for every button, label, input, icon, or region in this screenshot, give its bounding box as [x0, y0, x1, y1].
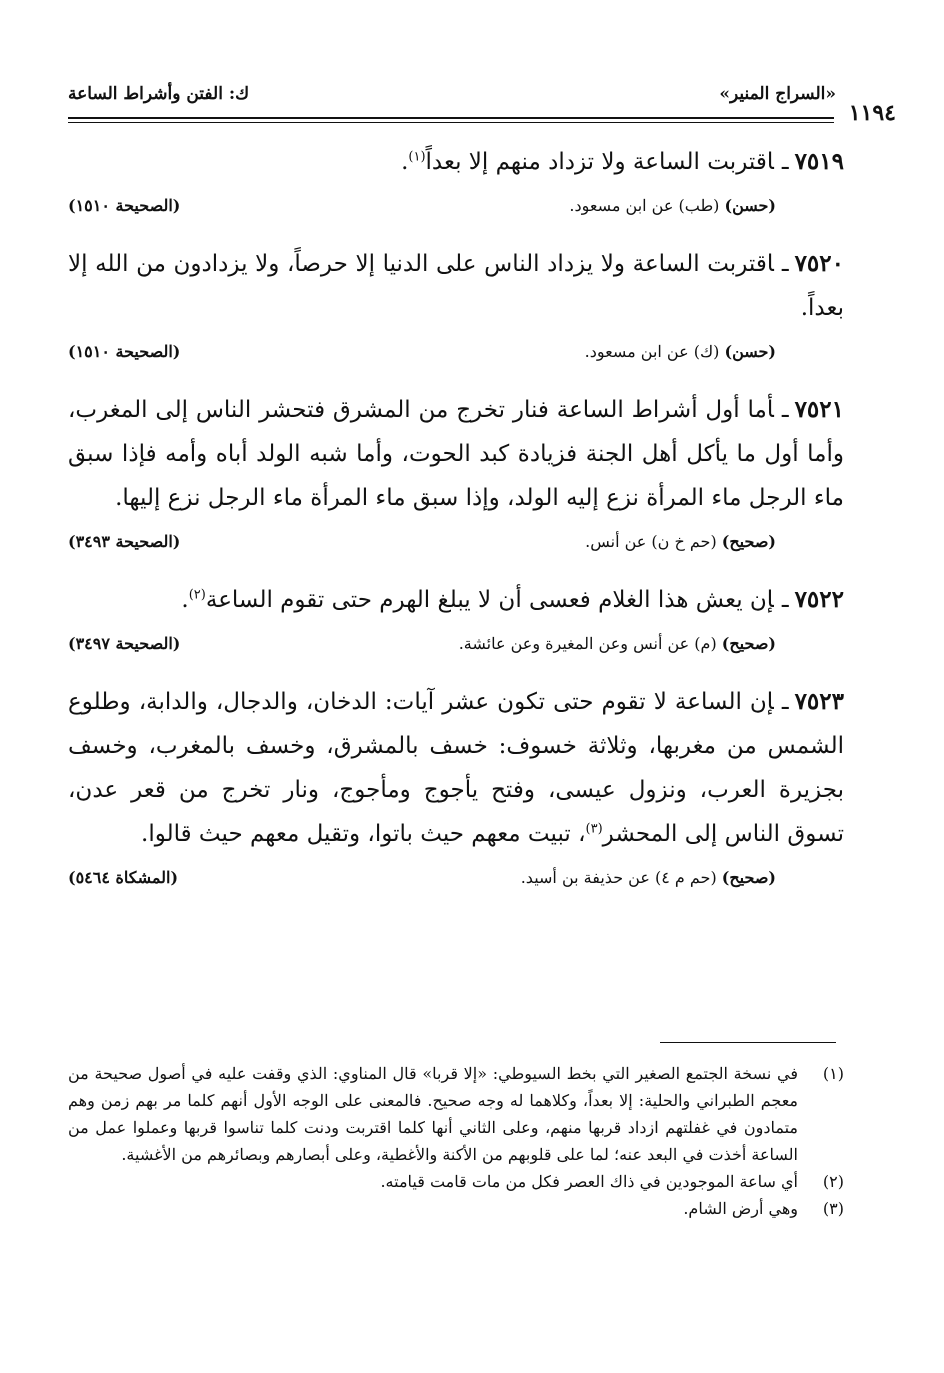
hadith-narrators: (م) عن أنس وعن المغيرة وعن عائشة.	[458, 634, 717, 653]
footnotes	[68, 1060, 844, 1222]
hadith-source	[68, 342, 844, 372]
hadith-source	[68, 532, 844, 562]
footnote-1	[68, 1060, 844, 1168]
hadith-reference: (المشكاة ٥٤٦٤)	[68, 868, 179, 887]
footnote-2	[68, 1168, 844, 1195]
hadith-grade: (حسن)	[724, 196, 776, 215]
hadith-7521: ٧٥٢١ـأما أول أشراط الساعة فنار تخرج من المشرق فتحشر الناس إلى المغرب، وأما أول ما يأكل أهل الجنة فزيادة كبد الحوت، وأما شبه الولد أباه وأمه فإذا سبق ماء الرجل ماء المرأة نزع إليه الولد، وإذا سبق ماء المرأة ماء الرجل نزع إليها.	[68, 396, 844, 511]
chapter-title: ك: الفتن وأشراط الساعة	[68, 84, 250, 104]
hadith-7520: ٧٥٢٠ـاقتربت الساعة ولا يزداد الناس على الدنيا إلا حرصاً، ولا يزدادون من الله إلا بعداً.	[68, 250, 844, 321]
hadith-text: اقتربت الساعة ولا تزداد منهم إلا بعداً	[425, 149, 774, 175]
hadith-7519: ٧٥١٩ـاقتربت الساعة ولا تزداد منهم إلا بعداً$^{(١)}$.	[401, 148, 844, 175]
footnote-text: أي ساعة الموجودين في ذاك العصر فكل من مات قامت قيامته.	[380, 1172, 798, 1191]
footnote-number: (١)	[822, 1064, 844, 1083]
hadith-source	[68, 634, 844, 664]
hadith-reference: (الصحيحة ٣٤٩٣)	[68, 532, 181, 551]
hadith-number: ٧٥٢٠	[794, 250, 844, 277]
footnote-number: (٢)	[822, 1172, 844, 1191]
hadith-7523: ٧٥٢٣ـإن الساعة لا تقوم حتى تكون عشر آيات: الدخان، والدجال، والدابة، وطلوع الشمس من مغربها، وثلاثة خسوف: خسف بالمشرق، وخسف بالمغرب، وخسف بجزيرة العرب، ونزول عيسى، وفتح يأجوج ومأجوج، ونار تخرج من قعر عدن، تسوق الناس إلى المحشر$^{(٣)}$، تبيت معهم حيث باتوا، وتقيل معهم حيث قالوا.	[68, 688, 844, 847]
footnote-marker[interactable]: (١)	[408, 149, 426, 165]
hadith-text: إن يعش هذا الغلام فعسى أن لا يبلغ الهرم حتى تقوم الساعة	[205, 587, 774, 613]
footnote-3	[68, 1195, 844, 1222]
hadith-narrators: (ك) عن ابن مسعود.	[584, 342, 720, 361]
hadith-reference: (الصحيحة ١٥١٠)	[68, 196, 181, 215]
running-header	[68, 84, 896, 126]
footnote-number: (٣)	[822, 1199, 844, 1218]
footnote-text: في نسخة الجتمع الصغير التي بخط السيوطي: «إلا قربا» قال المناوي: الذي وقفت عليه في أصول صحيحة من معجم الطبراني والحلية: إلا بعداً، وكلاهما له وجه صحيح. فالمعنى على الوجه الأول أنهم كلما مر بهم زمن وهم متمادون في غفلتهم ازداد قربها منهم، وعلى الثاني أنها كلما اقتربت ودنت كلما تناسوا قربها وعملوا عمل من الساعة أخذت في البعد عنه؛ لما على قلوبهم من الأكنة والأغطية، وعلى أبصارهم وبصائرهم من الأغشية.	[68, 1064, 799, 1164]
hadith-text-end: ، تبيت معهم حيث باتوا، وتقيل معهم حيث قالوا.	[141, 821, 586, 847]
hadith-reference: (الصحيحة ١٥١٠)	[68, 342, 181, 361]
hadith-grade: (صحيح)	[721, 532, 776, 551]
hadith-text: أما أول أشراط الساعة فنار تخرج من المشرق فتحشر الناس إلى المغرب، وأما أول ما يأكل أهل الجنة فزيادة كبد الحوت، وأما شبه الولد أباه وأمه فإذا سبق ماء الرجل ماء المرأة نزع إليه الولد، وإذا سبق ماء المرأة ماء الرجل نزع إليها.	[68, 397, 844, 511]
hadith-narrators: (حم خ ن) عن أنس.	[585, 532, 717, 551]
page-number: ١١٩٤	[848, 100, 896, 126]
footnote-marker[interactable]: (٢)	[188, 587, 206, 603]
header-rule	[68, 117, 834, 119]
book-title: «السراج المنير»	[719, 84, 836, 104]
hadith-number: ٧٥٢٢	[794, 586, 844, 613]
hadith-reference: (الصحيحة ٣٤٩٧)	[68, 634, 181, 653]
hadith-narrators: (حم م ٤) عن حذيفة بن أسيد.	[520, 868, 717, 887]
footnote-marker[interactable]: (٣)	[585, 821, 603, 837]
hadith-grade: (صحيح)	[721, 634, 776, 653]
hadith-narrators: (طب) عن ابن مسعود.	[569, 196, 720, 215]
hadith-text: إن الساعة لا تقوم حتى تكون عشر آيات: الدخان، والدجال، والدابة، وطلوع الشمس من مغربها، وثلاثة خسوف: خسف بالمشرق، وخسف بالمغرب، وخسف بجزيرة العرب، ونزول عيسى، وفتح يأجوج ومأجوج، ونار تخرج من قعر عدن، تسوق الناس إلى المحشر	[68, 689, 844, 847]
header-rule-thin	[68, 122, 834, 123]
hadith-text: اقتربت الساعة ولا يزداد الناس على الدنيا إلا حرصاً، ولا يزدادون من الله إلا بعداً.	[68, 251, 844, 321]
hadith-source	[68, 196, 844, 226]
footnote-text: وهي أرض الشام.	[683, 1199, 798, 1218]
hadith-number: ٧٥٢١	[794, 396, 844, 423]
hadith-number: ٧٥١٩	[794, 148, 844, 175]
hadith-number: ٧٥٢٣	[794, 688, 844, 715]
hadith-7522: ٧٥٢٢ـإن يعش هذا الغلام فعسى أن لا يبلغ الهرم حتى تقوم الساعة$^{(٢)}$.	[181, 586, 844, 613]
hadith-source	[68, 868, 844, 898]
hadith-grade: (حسن)	[724, 342, 776, 361]
hadith-grade: (صحيح)	[721, 868, 776, 887]
main-text	[68, 140, 844, 914]
footnote-separator	[660, 1042, 836, 1043]
